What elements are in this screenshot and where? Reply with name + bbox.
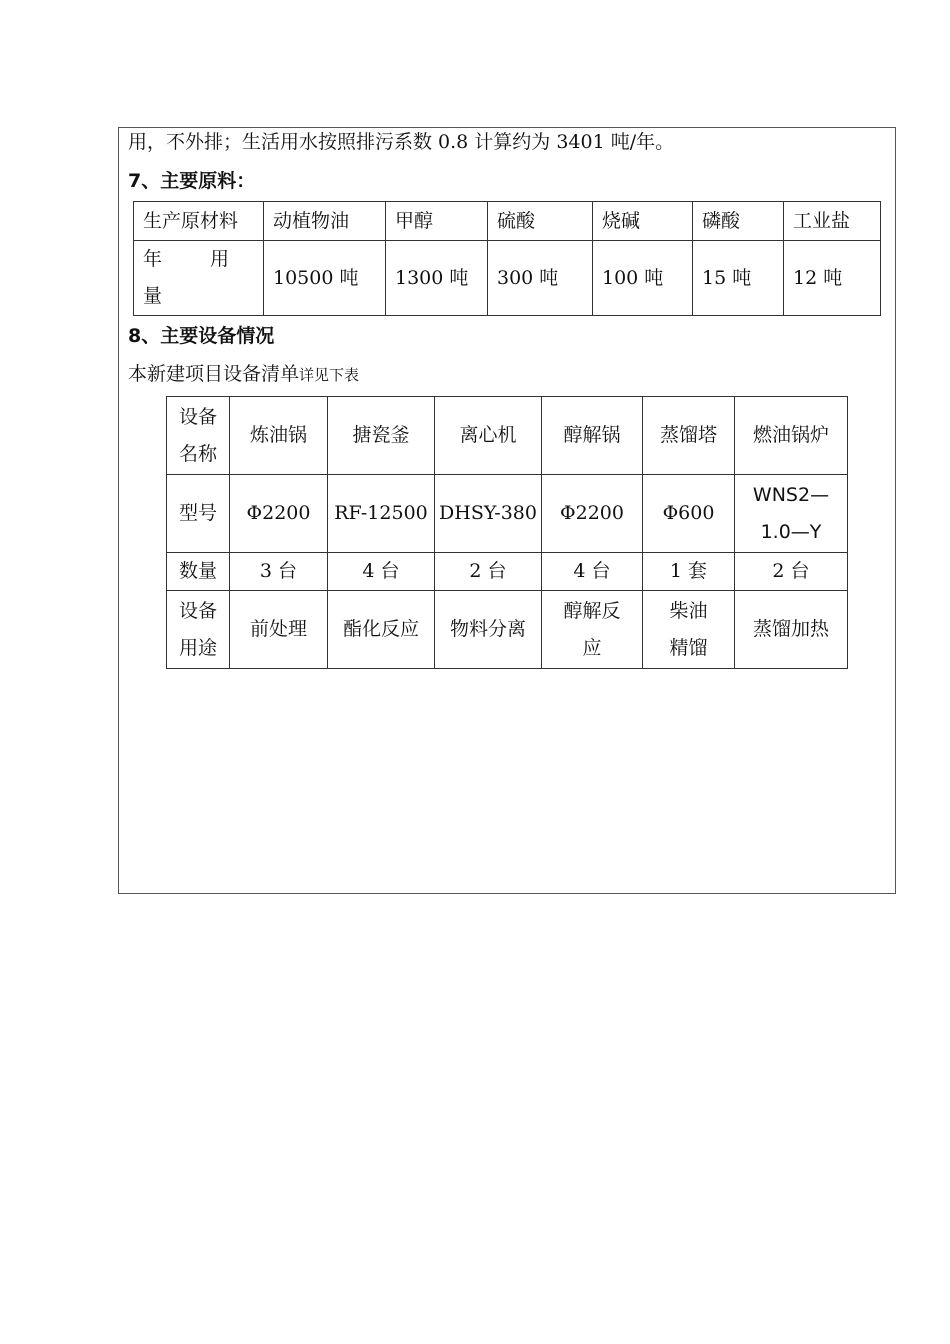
table-cell: 燃油锅炉 <box>735 397 848 475</box>
table-cell: Φ2200 <box>230 475 328 553</box>
table-row <box>167 553 848 591</box>
row-label-quantity: 数量 <box>167 553 230 591</box>
table-cell: Φ600 <box>643 475 735 553</box>
table-cell <box>542 591 643 669</box>
intro-main-text: 本新建项目设备清单 <box>128 363 300 385</box>
table-cell: 年 用 量 <box>134 241 264 316</box>
table-cell: 12 吨 <box>784 241 881 316</box>
table-row <box>167 397 848 475</box>
row-label-model: 型号 <box>167 475 230 553</box>
use-line: 醇解反 <box>563 599 621 622</box>
use-line: 精馏 <box>669 636 708 659</box>
table-cell: 15 吨 <box>693 241 784 316</box>
table-cell: 离心机 <box>435 397 542 475</box>
table-cell: 10500 吨 <box>264 241 386 316</box>
table-cell: 100 吨 <box>593 241 693 316</box>
table-cell: 4 台 <box>542 553 643 591</box>
table-cell: 生产原材料 <box>134 202 264 241</box>
table-row <box>167 591 848 669</box>
table-row <box>134 241 881 316</box>
table-cell <box>643 591 735 669</box>
table-cell: 物料分离 <box>435 591 542 669</box>
table-cell: 甲醇 <box>386 202 488 241</box>
use-line: 应 <box>582 636 602 659</box>
table-cell <box>735 475 848 553</box>
table-row <box>167 475 848 553</box>
label-line: 设备 <box>178 599 217 622</box>
table-cell: 3 台 <box>230 553 328 591</box>
section-7-heading: 7、主要原料： <box>128 170 256 192</box>
table-cell: 1300 吨 <box>386 241 488 316</box>
table-cell: 1 套 <box>643 553 735 591</box>
intro-small-text: 详见下表 <box>299 366 360 384</box>
section-8-heading: 8、主要设备情况 <box>128 325 275 347</box>
table-cell: 酯化反应 <box>328 591 435 669</box>
table-cell: DHSY-380 <box>435 475 542 553</box>
table-cell: 蒸馏塔 <box>643 397 735 475</box>
section-8-intro <box>128 360 359 389</box>
row-label-name <box>167 397 230 475</box>
label-line: 名称 <box>178 442 217 465</box>
table-cell: 2 台 <box>435 553 542 591</box>
table-cell: 硫酸 <box>488 202 593 241</box>
table-cell: 搪瓷釜 <box>328 397 435 475</box>
table-cell: 4 台 <box>328 553 435 591</box>
table-cell: 300 吨 <box>488 241 593 316</box>
table-cell: RF-12500 <box>328 475 435 553</box>
table-cell: 工业盐 <box>784 202 881 241</box>
row-label-use <box>167 591 230 669</box>
model-line: WNS2— <box>752 483 830 506</box>
table-cell: 前处理 <box>230 591 328 669</box>
table-cell: 醇解锅 <box>542 397 643 475</box>
model-line: 1.0—Y <box>760 520 822 543</box>
table-cell: 2 台 <box>735 553 848 591</box>
equipment-table <box>166 396 848 669</box>
text-line-wastewater: 用，不外排；生活用水按照排污系数 0.8 计算约为 3401 吨/年。 <box>128 131 675 153</box>
use-line: 柴油 <box>669 599 708 622</box>
table-cell: 动植物油 <box>264 202 386 241</box>
table-cell: 炼油锅 <box>230 397 328 475</box>
table-cell: Φ2200 <box>542 475 643 553</box>
table-row <box>134 202 881 241</box>
label-line: 设备 <box>178 405 217 428</box>
materials-table <box>133 201 881 316</box>
table-cell: 烧碱 <box>593 202 693 241</box>
label-line: 用途 <box>178 636 217 659</box>
table-cell: 磷酸 <box>693 202 784 241</box>
table-cell: 蒸馏加热 <box>735 591 848 669</box>
